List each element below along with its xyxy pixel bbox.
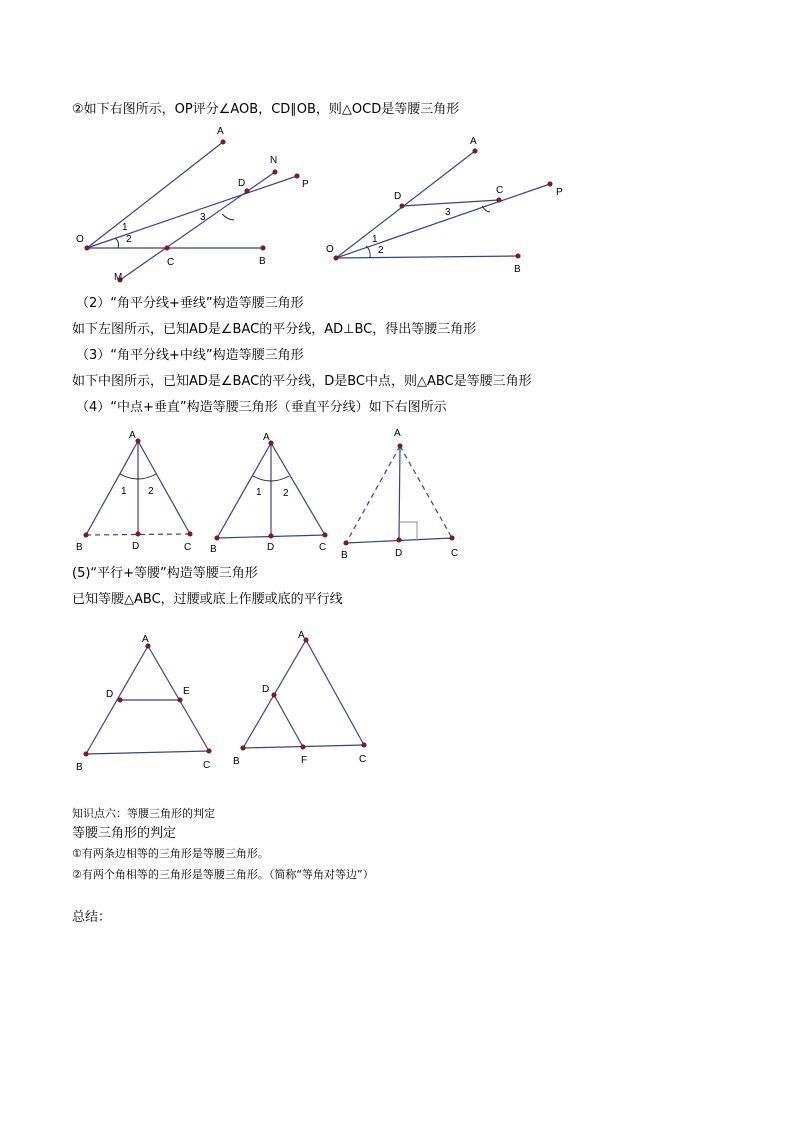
label-b: B <box>76 762 83 773</box>
side-ac <box>138 441 190 534</box>
angle-label-3: 3 <box>200 212 206 223</box>
figure-perpendicular-bisector <box>338 426 468 566</box>
label-a: A <box>217 126 224 137</box>
summary-label: 总结： <box>72 910 112 925</box>
text-line-8: 已知等腰△ABC，过腰或底上作腰或底的平行线 <box>72 592 343 607</box>
point-c <box>188 532 192 536</box>
label-d: D <box>395 548 403 559</box>
ray-ob <box>336 256 518 258</box>
point-c <box>323 533 327 537</box>
label-n: N <box>270 155 278 166</box>
angle-arc-3 <box>222 214 234 220</box>
point-b <box>344 541 348 545</box>
point-p <box>295 174 299 178</box>
point-f <box>301 745 305 749</box>
figure-bisector-transversal <box>60 120 320 290</box>
point-d <box>136 532 140 536</box>
label-c: C <box>319 542 327 553</box>
section-heading: 等腰三角形的判定 <box>72 826 177 841</box>
label-c: C <box>496 185 504 196</box>
label-c: C <box>184 542 192 553</box>
label-b: B <box>76 542 83 553</box>
point-a <box>473 149 477 153</box>
label-f: F <box>301 755 308 766</box>
label-d: D <box>262 684 270 695</box>
point-d <box>272 693 276 697</box>
point-e <box>178 698 182 702</box>
label-p: P <box>556 187 563 198</box>
angle-label-3: 3 <box>445 207 451 218</box>
rule-1: ①有两条边相等的三角形是等腰三角形。 <box>72 847 269 860</box>
ray-op <box>87 176 297 248</box>
text-line-5: 如下中图所示，已知AD是∠BAC的平分线，D是BC中点，则△ABC是等腰三角形 <box>72 374 532 389</box>
angle-label-1: 1 <box>122 222 128 233</box>
figure-parallel-side <box>228 628 378 773</box>
figure-bisector-parallel <box>322 130 582 280</box>
label-b: B <box>514 264 521 275</box>
side-ab <box>217 443 271 538</box>
side-ac <box>306 640 364 745</box>
point-d <box>245 189 249 193</box>
label-d: D <box>106 689 114 700</box>
figure-bisector-median <box>208 430 338 560</box>
figure-bisector-perpendicular <box>74 428 204 558</box>
ray-op <box>336 184 550 258</box>
point-c <box>450 536 454 540</box>
text-line-7: (5)“平行+等腰”构造等腰三角形 <box>72 566 258 581</box>
label-c: C <box>167 257 175 268</box>
angle-label-1: 1 <box>121 486 127 497</box>
label-d: D <box>238 178 246 189</box>
angle-label-2: 2 <box>378 245 384 256</box>
label-a: A <box>298 630 305 641</box>
point-d <box>400 204 404 208</box>
angle-label-1: 1 <box>256 487 262 498</box>
angle-label-2: 2 <box>283 488 289 499</box>
point-b <box>241 746 245 750</box>
point-b <box>261 246 265 250</box>
label-b: B <box>210 544 217 555</box>
side-ab-dashed <box>346 446 400 543</box>
ray-oa <box>336 151 475 258</box>
point-d <box>397 538 401 542</box>
point-a <box>136 439 140 443</box>
label-b: B <box>233 756 240 767</box>
point-o <box>334 256 338 260</box>
line-mn <box>120 172 275 280</box>
point-d <box>118 698 122 702</box>
point-c <box>165 246 169 250</box>
point-c <box>207 749 211 753</box>
text-line-2: （2）“角平分线+垂线”构造等腰三角形 <box>76 296 304 311</box>
label-b: B <box>341 550 348 561</box>
angle-arc-1 <box>115 238 119 248</box>
point-c <box>497 198 501 202</box>
point-p <box>548 182 552 186</box>
angle-label-1: 1 <box>372 234 378 245</box>
label-a: A <box>129 430 136 441</box>
label-c: C <box>203 760 211 771</box>
point-b <box>84 533 88 537</box>
text-line-4: （3）“角平分线+中线”构造等腰三角形 <box>76 348 304 363</box>
label-a: A <box>263 432 270 443</box>
side-ab <box>86 441 138 535</box>
label-c: C <box>451 548 459 559</box>
base-bc <box>86 751 209 754</box>
label-d: D <box>394 191 402 202</box>
label-c: C <box>359 754 367 765</box>
angle-label-2: 2 <box>126 234 132 245</box>
right-angle-mark <box>399 522 417 540</box>
label-o: O <box>326 244 334 255</box>
point-b <box>215 536 219 540</box>
label-p: P <box>302 179 309 190</box>
point-c <box>362 743 366 747</box>
label-m: M <box>114 272 123 283</box>
point-o <box>85 246 89 250</box>
point-d <box>269 534 273 538</box>
point-b <box>516 254 520 258</box>
point-n <box>273 170 277 174</box>
side-ac <box>271 443 325 535</box>
point-a <box>221 140 225 144</box>
side-ac-dashed <box>400 446 452 538</box>
segment-dc <box>402 200 499 206</box>
label-a: A <box>470 136 477 147</box>
label-o: O <box>76 234 84 245</box>
segment-df <box>274 695 303 747</box>
label-d: D <box>132 541 140 552</box>
angle-label-2: 2 <box>148 486 154 497</box>
knowledge-point-title: 知识点六：等腰三角形的判定 <box>72 807 215 820</box>
text-line-6: （4）“中点+垂直”构造等腰三角形（垂直平分线）如下右图所示 <box>76 400 447 415</box>
point-a <box>398 444 402 448</box>
text-line-1: ②如下右图所示，OP评分∠AOB，CD∥OB，则△OCD是等腰三角形 <box>72 102 460 117</box>
label-a: A <box>142 634 149 645</box>
segment-ad <box>399 446 400 540</box>
figure-parallel-base <box>72 630 222 775</box>
point-b <box>84 752 88 756</box>
ray-oa <box>87 142 223 248</box>
label-e: E <box>183 686 190 697</box>
rule-2: ②有两个角相等的三角形是等腰三角形。（简称“等角对等边”） <box>72 868 374 881</box>
label-b: B <box>259 256 266 267</box>
label-a: A <box>394 428 401 439</box>
label-d: D <box>267 542 275 553</box>
text-line-3: 如下左图所示，已知AD是∠BAC的平分线，AD⊥BC，得出等腰三角形 <box>72 322 477 337</box>
